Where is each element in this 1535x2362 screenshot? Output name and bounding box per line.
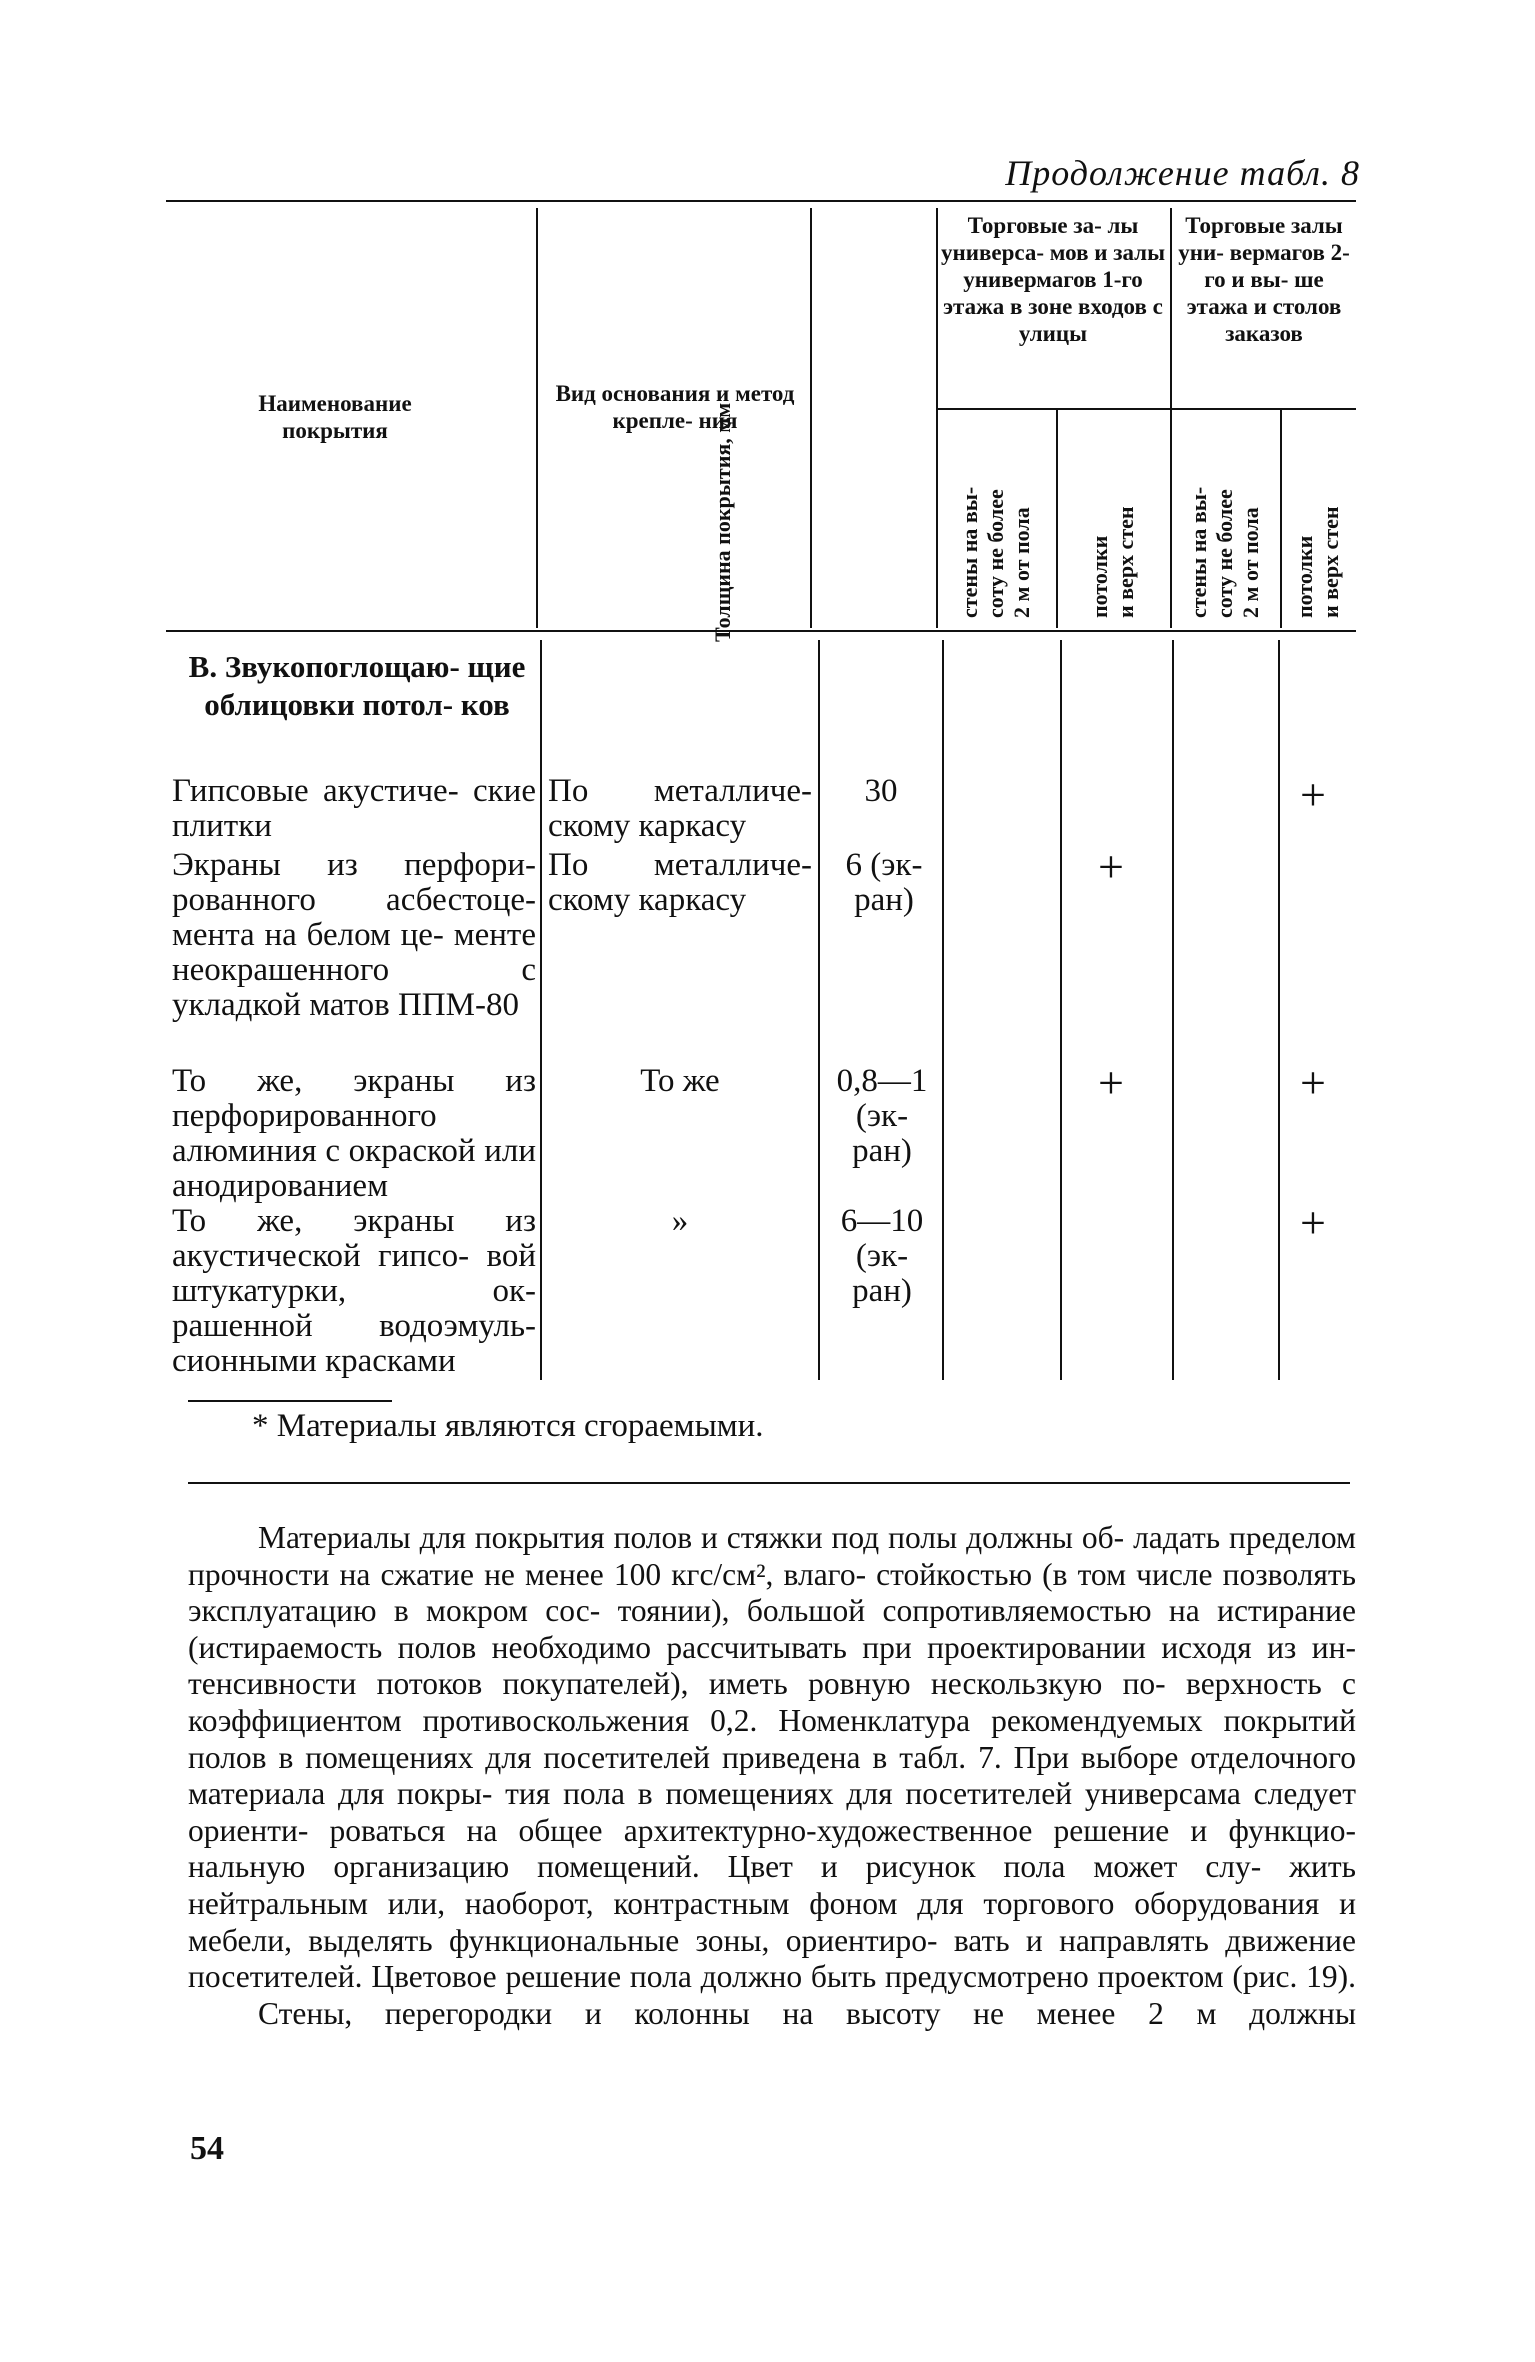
- header-group1: Торговые за- лы универса- мов и залы универмагов 1-го этажа в зоне входов с улицы: [940, 213, 1166, 346]
- header-g2-ceil-l1: потолки: [1292, 535, 1317, 618]
- header-g1-walls-l2: соту не более: [983, 489, 1008, 618]
- col-divider-5: [1170, 208, 1172, 628]
- header-g2-ceil-l2: и верх стен: [1318, 506, 1343, 618]
- row2-g1-ceil: +: [1098, 841, 1124, 892]
- page-number: 54: [190, 2130, 224, 2167]
- header-g1-walls: [957, 418, 1035, 618]
- row1-g2-ceil: +: [1300, 769, 1326, 820]
- row3-base: То же: [640, 1063, 720, 1099]
- row3-name: То же, экраны из перфорированного алюминия с окраской или анодированием: [172, 1063, 536, 1204]
- section-end-rule: [188, 1482, 1350, 1484]
- body-divider-3: [942, 640, 944, 1380]
- row4-thickness: 6—10 (эк- ран): [840, 1203, 924, 1309]
- row2-base: По металличе- скому каркасу: [548, 847, 812, 918]
- footnote-short-rule: [188, 1400, 392, 1402]
- header-g1-walls-l3: 2 м от пола: [1009, 507, 1034, 618]
- header-thickness: Толщина покрытия, мм: [710, 402, 735, 642]
- table-caption: Продолжение табл. 8: [1005, 153, 1360, 193]
- header-g2-walls-l3: 2 м от пола: [1238, 507, 1263, 618]
- table-header-rule: [166, 630, 1356, 632]
- header-base: Вид основания и метод крепле- ния: [555, 381, 795, 433]
- row4-name: То же, экраны из акустической гипсо- вой штукатурки, ок- рашенной водоэмуль- сионными красками: [172, 1203, 536, 1379]
- header-g1-ceil-l1: потолки: [1087, 535, 1112, 618]
- body-divider-6: [1278, 640, 1280, 1380]
- body-divider-4: [1060, 640, 1062, 1380]
- header-g2-ceil: [1292, 418, 1344, 618]
- col-divider-1: [536, 208, 538, 628]
- row3-g1-ceil: +: [1098, 1057, 1124, 1108]
- row1-name: Гипсовые акустиче- ские плитки: [172, 773, 536, 844]
- row2-thickness: 6 (эк- ран): [845, 847, 923, 918]
- footnote: * Материалы являются сгораемыми.: [252, 1408, 764, 1444]
- col-divider-6: [1280, 410, 1282, 628]
- row4-g2-ceil: +: [1300, 1197, 1326, 1248]
- body-divider-5: [1172, 640, 1174, 1380]
- paragraph-2: Стены, перегородки и колонны на высоту не менее 2 м должны: [258, 1995, 1356, 2031]
- row3-g2-ceil: +: [1300, 1057, 1326, 1108]
- header-group2: Торговые залы уни- вермагов 2-го и вы- ше этажа и столов заказов: [1178, 213, 1350, 346]
- paragraph-1: Материалы для покрытия полов и стяжки под полы должны об- ладать пределом прочности на сжатие не менее 100 кгс/см², влаго- стойкостью (в том числе позволять эксплуатацию в мокром сос- тоянии), большой сопротивляемостью на истирание (истираемость полов необходимо рассчитывать при проектировании исходя из ин- тенсивности потоков покупателей), иметь ровную нескользкую по- верхность с коэффициентом противоскольжения 0,2. Номенклатура рекомендуемых покрытий полов в помещениях для посетителей приведена в табл. 7. При выборе отделочного материала для покры- тия пола в помещениях для посетителей универсама следует ориенти- роваться на общее архитектурно-художественное решение и функцио- нальную организацию помещений. Цвет и рисунок пола может слу- жить нейтральным или, наоборот, контрастным фоном для торгового оборудования и мебели, выделять функциональные зоны, ориентиро- вать и направлять движение посетителей. Цветовое решение пола должно быть предусмотрено проектом (рис. 19).: [188, 1520, 1356, 1995]
- row1-thickness: 30: [864, 773, 898, 809]
- header-g2-walls: [1186, 418, 1264, 618]
- header-g2-walls-l1: стены на вы-: [1186, 486, 1211, 618]
- col-divider-3: [936, 208, 938, 628]
- header-g1-ceil-l2: и верх стен: [1113, 506, 1138, 618]
- body-text: [188, 1520, 1356, 2032]
- row1-base: По металличе- скому каркасу: [548, 773, 812, 844]
- header-name: Наименование покрытия: [258, 391, 412, 443]
- row4-base: »: [671, 1203, 689, 1239]
- header-g1-walls-l1: стены на вы-: [957, 486, 982, 618]
- col-divider-2: [810, 208, 812, 628]
- group-subheader-rule: [936, 408, 1356, 410]
- header-g2-walls-l2: соту не более: [1212, 489, 1237, 618]
- table-top-rule: [166, 200, 1356, 202]
- col-divider-4: [1056, 410, 1058, 628]
- body-divider-1: [540, 640, 542, 1380]
- body-divider-2: [818, 640, 820, 1380]
- header-g1-ceil: [1087, 418, 1139, 618]
- row3-thickness: 0,8—1 (эк- ран): [836, 1063, 928, 1169]
- row2-name: Экраны из перфори- рованного асбестоце- мента на белом це- менте неокрашенного с укладкой матов ППМ-80: [172, 847, 536, 1023]
- section-title: В. Звукопоглощаю- щие облицовки потол- ков: [188, 649, 526, 722]
